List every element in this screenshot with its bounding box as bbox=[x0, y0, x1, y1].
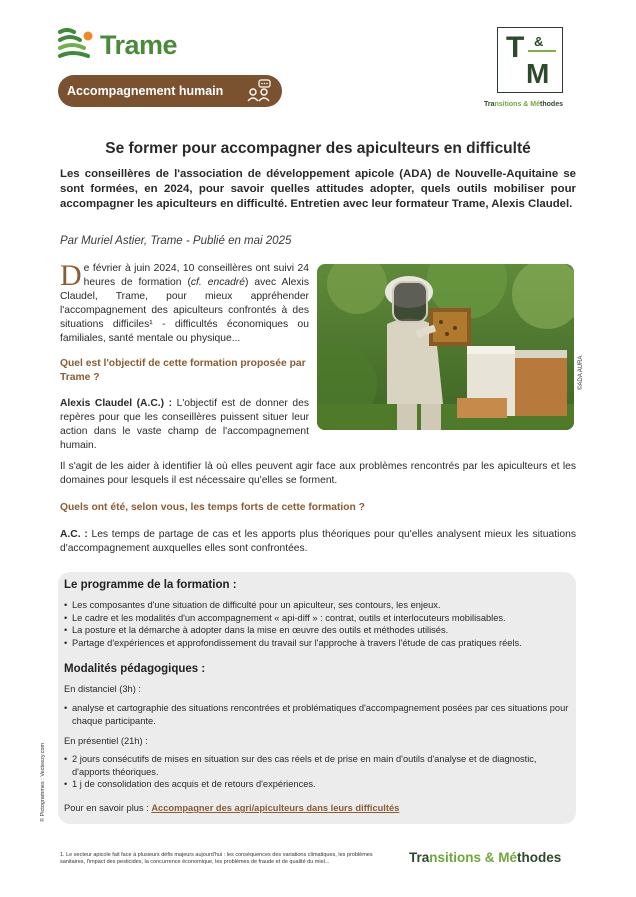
programme-item: • Partage d'expériences et approfondissement du travail sur l'approche à travers l'étude de cas pratiques réels. bbox=[64, 637, 564, 650]
modalites-heading: Modalités pédagogiques : bbox=[64, 663, 206, 675]
photo-credit: ©ADA AURA bbox=[578, 355, 584, 390]
footer-brand-part-b: nsitions & Mé bbox=[429, 850, 518, 865]
tm-logo bbox=[497, 27, 563, 93]
distanciel-label: En distanciel (3h) : bbox=[64, 684, 141, 694]
answer-1-speaker: Alexis Claudel (A.C.) : bbox=[60, 398, 173, 409]
article-title: Se former pour accompagner des apiculteurs en difficulté bbox=[105, 140, 531, 157]
conversation-icon bbox=[246, 79, 272, 103]
footer-brand-part-a: Tra bbox=[409, 850, 430, 865]
programme-box bbox=[58, 572, 576, 824]
trame-logo bbox=[58, 28, 177, 62]
programme-item: • Les composantes d'une situation de difficulté pour un apiculteur, ses contours, les enjeux. bbox=[64, 599, 564, 612]
more-info-link[interactable]: Accompagner des agri/apiculteurs dans leurs difficultés bbox=[151, 803, 400, 813]
answer-1 bbox=[60, 397, 309, 453]
distanciel-item: • analyse et cartographie des situations rencontrées et problématiques d'accompagnement posées par ces situations pour chaque participante. bbox=[64, 702, 569, 727]
tm-logo-m: M bbox=[526, 58, 550, 89]
question-2: Quels ont été, selon vous, les temps forts de cette formation ? bbox=[60, 502, 365, 513]
footer-brand bbox=[409, 850, 561, 865]
tm-caption-part-a: Tra bbox=[484, 101, 495, 108]
presentiel-item: • 2 jours consécutifs de mises en situation sur des cas réels et de prise en main d'outils d'analyse et de diagnostic, d'apports théoriques. bbox=[64, 753, 569, 778]
beekeeper-photo bbox=[317, 264, 574, 430]
paragraph-1 bbox=[60, 259, 309, 346]
paragraph-2: Il s'agit de les aider à identifier là où elles peuvent agir face aux problèmes rencontrés par les apiculteurs et les domaines pour lesquels il est nécessaire qu'elles se forment. bbox=[60, 461, 576, 486]
answer-1-text: L'objectif est de donner des repères pour que les conseillères puissent situer leur action dans le vaste champ de l'accompagnement humain. bbox=[60, 398, 309, 451]
tm-logo-line bbox=[528, 50, 556, 52]
presentiel-label: En présentiel (21h) : bbox=[64, 736, 148, 746]
category-badge bbox=[58, 75, 282, 107]
presentiel-item: • 1 j de consolidation des acquis et de retours d'expériences. bbox=[64, 778, 569, 791]
more-info-label: Pour en savoir plus : bbox=[64, 803, 152, 813]
trame-logo-icon bbox=[58, 28, 94, 62]
answer-2-text: Les temps de partage de cas et les apports plus théoriques pour qu'elles analysent mieux les situations d'accompagnement auxquelles elles sont confrontées. bbox=[60, 529, 576, 554]
badge-label: Accompagnement humain bbox=[67, 84, 224, 98]
article-byline: Par Muriel Astier, Trame - Publié en mai 2025 bbox=[60, 235, 292, 247]
pictogram-credit: © Pictogrammes : Vecteezy.com bbox=[40, 742, 46, 822]
programme-heading: Le programme de la formation : bbox=[64, 579, 237, 591]
article-intro: Les conseillères de l'association de développement apicole (ADA) de Nouvelle-Aquitaine se sont formées, en 2024, pour savoir quelles attitudes adopter, quels outils mobiliser pour accompagner les apiculteurs en difficulté. Entretien avec leur formateur Trame, Alexis Claudel. bbox=[60, 168, 576, 210]
trame-logo-text: Trame bbox=[100, 29, 178, 60]
tm-caption-part-c: thodes bbox=[540, 101, 563, 108]
tm-caption-part-b: nsitions & Mé bbox=[494, 101, 541, 108]
footer-brand-part-c: thodes bbox=[517, 850, 562, 865]
programme-item: • Le cadre et les modalités d'un accompagnement « api-diff » : contrat, outils et interlocuteurs mobilisables. bbox=[64, 612, 564, 625]
paragraph-1-part-a: e février à juin 2024, 10 conseillères ont suivi 24 heures de formation ( bbox=[83, 263, 309, 288]
paragraph-1-cf: cf. encadré bbox=[190, 277, 245, 288]
more-info bbox=[64, 802, 399, 815]
tm-logo-amp: & bbox=[534, 34, 544, 49]
distanciel-list bbox=[64, 702, 569, 727]
programme-list bbox=[64, 599, 564, 649]
presentiel-list bbox=[64, 753, 569, 791]
answer-2-speaker: A.C. : bbox=[60, 529, 88, 540]
tm-logo-t: T bbox=[506, 31, 525, 64]
paragraph-1-part-b: ) avec Alexis Claudel, Trame, pour mieux appréhender l'accompagnement des apiculteurs confrontés à des situations difficiles¹ - difficultés économiques ou familiales, santé mentale ou physique... bbox=[60, 277, 309, 344]
drop-cap: D bbox=[60, 259, 82, 292]
programme-item: • La posture et la démarche à adopter dans la mise en œuvre des outils et méthodes utilisés. bbox=[64, 624, 564, 637]
tm-logo-caption bbox=[484, 101, 563, 108]
footnote: 1. Le secteur apicole fait face à plusieurs défis majeurs aujourd'hui : les conséquences des variations climatiques, les problèmes sanitaires, l'impact des pesticides, la concurrence économique, les problèmes de fraude et de qualité du miel... bbox=[60, 852, 373, 865]
answer-2 bbox=[60, 528, 576, 556]
question-1: Quel est l'objectif de cette formation proposée par Trame ? bbox=[60, 358, 306, 383]
